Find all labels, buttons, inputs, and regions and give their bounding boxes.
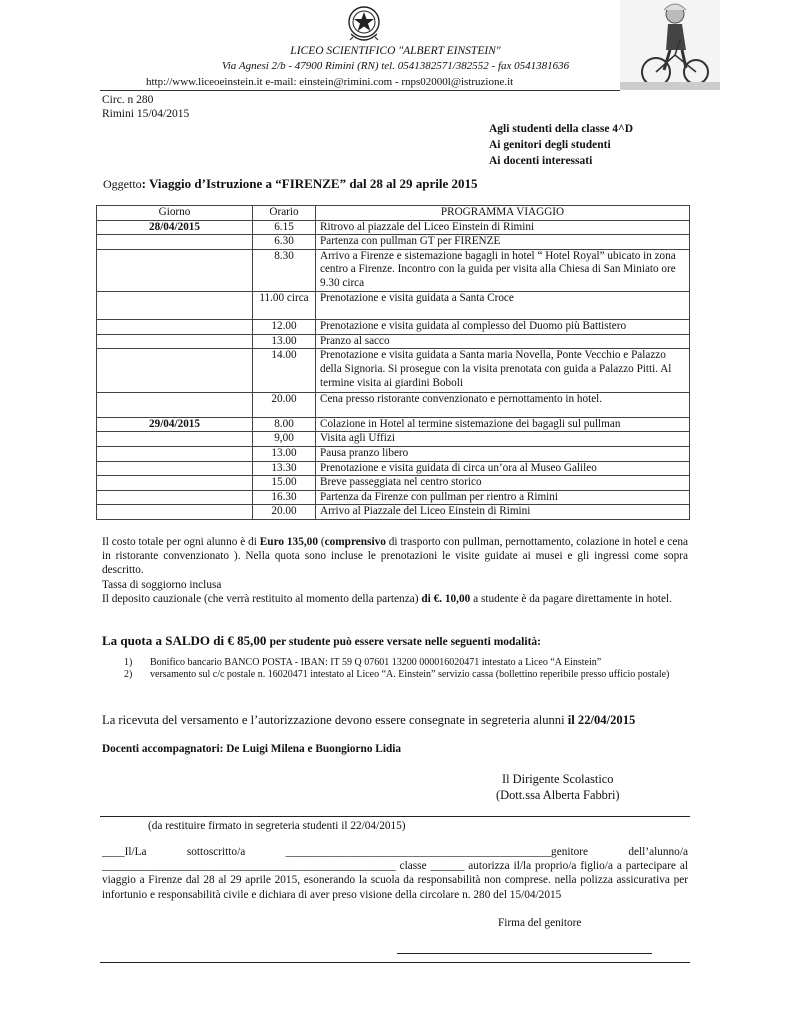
payment-modes-list — [102, 657, 690, 682]
cell-activity: Arrivo al Piazzale del Liceo Einstein di Rimini — [316, 505, 690, 520]
cut-divider — [100, 816, 690, 817]
receipt-note — [102, 713, 635, 728]
table-row — [97, 220, 690, 235]
principal-signature — [496, 771, 620, 803]
column-header-program: PROGRAMMA VIAGGIO — [316, 206, 690, 221]
cell-activity: Colazione in Hotel al termine sistemazione dei bagagli sul pullman — [316, 417, 690, 432]
table-row — [97, 235, 690, 250]
parent-signature-label: Firma del genitore — [498, 917, 582, 929]
header-divider — [100, 90, 620, 91]
cell-time: 12.00 — [253, 320, 316, 335]
circular-number: Circ. n 280 — [102, 94, 154, 106]
table-row — [97, 476, 690, 491]
cell-time: 13.00 — [253, 446, 316, 461]
authorization-form-text: ____Il/La sottoscritto/a _______________________________________________genitore dell’alunno/a ____________________________________________________ classe ______ autorizza il/la proprio/a figlio/a a partecipare al viaggio a Firenze dal 28 al 29 aprile 2015, esonerando la scuola da responsabilità non comprese. nella polizza assicurativa per infortunio e responsabilità civile e dichiara di aver preso visione della circolare n. 280 del 15/04/2015 — [102, 846, 688, 901]
cell-day — [97, 432, 253, 447]
teachers-line: Docenti accompagnatori: De Luigi Milena e Buongiorno Lidia — [102, 743, 402, 755]
deposit-amount: di €. 10,00 — [421, 592, 471, 605]
cell-time: 14.00 — [253, 349, 316, 393]
receipt-deadline: il 22/04/2015 — [567, 713, 636, 727]
table-row — [97, 249, 690, 291]
cell-day — [97, 505, 253, 520]
cell-time: 6.30 — [253, 235, 316, 250]
cell-day — [97, 446, 253, 461]
cell-day: 29/04/2015 — [97, 417, 253, 432]
cost-text: ( — [317, 536, 325, 548]
subject-text: : Viaggio d’Istruzione a “FIRENZE” dal 28 al 29 aprile 2015 — [141, 176, 478, 191]
cell-activity: Prenotazione e visita guidata al complesso del Duomo più Battistero — [316, 320, 690, 335]
cell-activity: Breve passeggiata nel centro storico — [316, 476, 690, 491]
cell-activity: Ritrovo al piazzale del Liceo Einstein di Rimini — [316, 220, 690, 235]
table-row — [97, 349, 690, 393]
return-note: (da restituire firmato in segreteria studenti il 22/04/2015) — [148, 820, 406, 832]
cell-time: 6.15 — [253, 220, 316, 235]
cell-time: 20.00 — [253, 505, 316, 520]
tax-note: Tassa di soggiorno inclusa — [102, 578, 222, 591]
cell-day — [97, 461, 253, 476]
column-header-day: Giorno — [97, 206, 253, 221]
recipient-line: Agli studenti della classe 4^D — [489, 123, 634, 135]
cost-included-label: comprensivo — [324, 536, 386, 548]
cell-activity: Pranzo al sacco — [316, 334, 690, 349]
cell-day — [97, 393, 253, 418]
list-item-text: Bonifico bancario BANCO POSTA - IBAN: IT 59 Q 07601 13200 000016020471 intestato a Liceo “A Einstein” — [150, 657, 602, 668]
subject-label: Oggetto — [103, 177, 142, 191]
deposit-text: a studente è da pagare direttamente in hotel. — [470, 592, 672, 605]
list-number: 1) — [124, 657, 133, 668]
program-table — [96, 205, 690, 520]
cell-time: 13.00 — [253, 334, 316, 349]
cell-day — [97, 320, 253, 335]
cell-day — [97, 349, 253, 393]
saldo-heading — [102, 633, 541, 649]
list-number: 2) — [124, 669, 133, 681]
cell-day — [97, 476, 253, 491]
cell-day — [97, 490, 253, 505]
cell-time: 8.00 — [253, 417, 316, 432]
column-header-time: Orario — [253, 206, 316, 221]
table-row — [97, 334, 690, 349]
signature-line — [397, 953, 652, 954]
circular-date: Rimini 15/04/2015 — [102, 108, 190, 120]
cell-day — [97, 291, 253, 320]
cell-activity: Cena presso ristorante convenzionato e pernottamento in hotel. — [316, 393, 690, 418]
table-row — [97, 320, 690, 335]
cell-activity: Partenza con pullman GT per FIRENZE — [316, 235, 690, 250]
cell-time: 16.30 — [253, 490, 316, 505]
table-row — [97, 505, 690, 520]
school-name: LICEO SCIENTIFICO "ALBERT EINSTEIN" — [290, 45, 501, 57]
cell-time: 9,00 — [253, 432, 316, 447]
cost-text: di trasporto con pullman, pernottamento, colazione in hotel e cena in ristorante convenzionato ). Nella quota sono incluse le prenotazioni le visite guidate ai musei e gli ingressi come sopra descritto. — [102, 536, 688, 577]
cell-time: 13.30 — [253, 461, 316, 476]
cell-time: 8.30 — [253, 249, 316, 291]
deposit-note — [102, 592, 688, 606]
subject-line — [103, 176, 478, 192]
school-contacts: http://www.liceoeinstein.it e-mail: einstein@rimini.com - rnps02000l@istruzione.it — [146, 76, 514, 88]
principal-name: (Dott.ssa Alberta Fabbri) — [496, 788, 620, 802]
table-row — [97, 291, 690, 320]
cell-activity: Arrivo a Firenze e sistemazione bagagli in hotel “ Hotel Royal” ubicato in zona centro a Firenze. Incontro con la guida per visita alla Chiesa di San Miniato ore 9.30 circa — [316, 249, 690, 291]
receipt-text: La ricevuta del versamento e l’autorizzazione devono essere consegnate in segreteria alunni — [102, 713, 568, 727]
cell-time: 15.00 — [253, 476, 316, 491]
recipient-line: Ai docenti interessati — [489, 155, 593, 167]
table-header-row — [97, 206, 690, 221]
principal-role: Il Dirigente Scolastico — [502, 772, 614, 786]
cell-activity: Prenotazione e visita guidata a Santa maria Novella, Ponte Vecchio e Palazzo della Signoria. Si prosegue con la visita prenotata con guida a Palazzo Pitti. Al termine visita ai giardini Boboli — [316, 349, 690, 393]
table-row — [97, 461, 690, 476]
saldo-amount: La quota a SALDO di € 85,00 — [102, 633, 270, 648]
saldo-text: per studente può essere versate nelle seguenti modalità: — [269, 636, 541, 648]
circular-info — [102, 93, 189, 121]
cell-day: 28/04/2015 — [97, 220, 253, 235]
cell-activity: Prenotazione e visita guidata di circa un’ora al Museo Galileo — [316, 461, 690, 476]
cost-amount: Euro 135,00 — [259, 536, 318, 548]
deposit-text: Il deposito cauzionale (che verrà restituito al momento della partenza) — [102, 592, 422, 605]
cell-day — [97, 249, 253, 291]
recipient-line: Ai genitori degli studenti — [489, 139, 611, 151]
cell-activity: Pausa pranzo libero — [316, 446, 690, 461]
recipients — [489, 121, 633, 169]
program-table-body — [97, 220, 690, 519]
table-row — [97, 417, 690, 432]
cell-time: 11.00 circa — [253, 291, 316, 320]
school-address: Via Agnesi 2/b - 47900 Rimini (RN) tel. 0541382571/382552 - fax 0541381636 — [221, 60, 570, 72]
cell-activity: Visita agli Uffizi — [316, 432, 690, 447]
cell-activity: Partenza da Firenze con pullman per rientro a Rimini — [316, 490, 690, 505]
bottom-divider — [100, 962, 690, 963]
cell-day — [97, 235, 253, 250]
list-item-text: versamento sul c/c postale n. 16020471 intestato al Liceo “A. Einstein” servizio cassa (bollettino reperibile presso ufficio postale) — [150, 669, 670, 681]
table-row — [97, 432, 690, 447]
cost-paragraph — [102, 535, 688, 606]
table-row — [97, 393, 690, 418]
list-item — [102, 657, 690, 669]
list-item — [102, 669, 690, 681]
cell-time: 20.00 — [253, 393, 316, 418]
cell-day — [97, 334, 253, 349]
cost-text: Il costo totale per ogni alunno è di — [102, 536, 260, 548]
republic-emblem-icon — [346, 4, 382, 44]
table-row — [97, 446, 690, 461]
cell-activity: Prenotazione e visita guidata a Santa Croce — [316, 291, 690, 320]
table-row — [97, 490, 690, 505]
